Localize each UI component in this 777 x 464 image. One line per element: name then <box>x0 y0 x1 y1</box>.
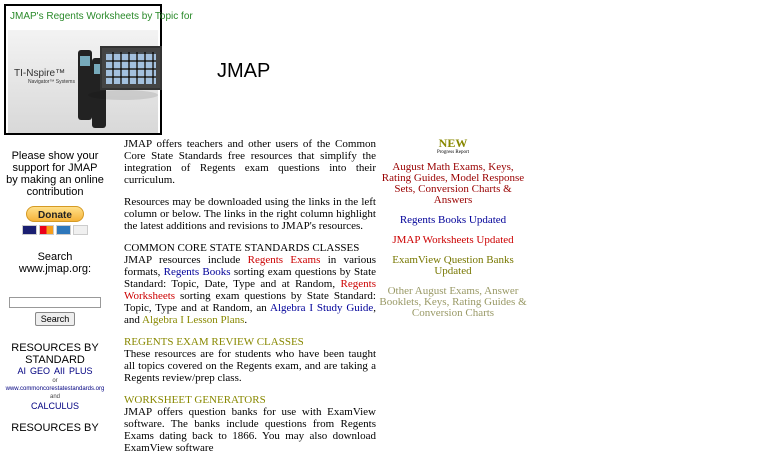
new-label: NEW <box>438 136 468 150</box>
discover-icon <box>73 225 88 235</box>
examview-banks-updated-link[interactable]: ExamView Question Banks Updated <box>392 254 514 277</box>
standard-links <box>0 366 110 377</box>
calculator-icon <box>78 50 92 120</box>
other-august-exams-link[interactable]: Other August Exams, Answer Booklets, Keys, Rating Guides & Conversion Charts <box>379 285 527 319</box>
algebra-lesson-plans-link[interactable]: Algebra I Lesson Plans <box>142 314 245 326</box>
site-title: JMAP <box>217 60 271 82</box>
link-aii[interactable]: AII <box>54 366 66 376</box>
amex-icon <box>56 225 71 235</box>
review-heading: REGENTS EXAM REVIEW CLASSES <box>124 336 304 348</box>
ti-nspire-logo: TI-Nspire™ Navigator™ Systems <box>14 68 75 85</box>
link-calculus[interactable]: CALCULUS <box>30 401 79 411</box>
resources-by-title: RESOURCES BY <box>11 422 99 434</box>
common-core-section: COMMON CORE STATE STANDARDS CLASSES JMAP resources include Regents Exams in various formats, Regents Books sorting exam questions by State Standard: Topic, Date, Type and at Random, Regents Worksheets sorting exam questions by State Standard: Topic, Type and at Random, an Algebra I Study Guide, and Algebra I Lesson Plans. <box>124 242 377 326</box>
download-paragraph: Resources may be downloaded using the links in the left column or below. The links in the right column highlight the latest additions and revisions to JMAP's resources. <box>124 196 376 232</box>
generators-section: WORKSHEET GENERATORS JMAP offers question banks for use with ExamView software. The banks include questions from Regents Exams dating back to 1866. You may also download ExamView software <box>124 394 376 454</box>
ad-title: JMAP's Regents Worksheets by Topic for <box>10 11 193 22</box>
support-text: Please show your support for JMAP by making an online contribution <box>6 150 104 198</box>
ad-image <box>8 30 158 133</box>
regents-worksheets-link[interactable]: Regents Worksheets <box>124 278 376 302</box>
and-label: and <box>49 394 60 400</box>
or-label: or <box>52 378 58 384</box>
link-geo[interactable]: GEO <box>29 366 50 376</box>
generators-heading: WORKSHEET GENERATORS <box>124 394 266 406</box>
review-section: REGENTS EXAM REVIEW CLASSES These resources are for students who have been taught all topics covered on the Regents exam, and are taking a Regents review/prep class. <box>124 336 376 384</box>
main-content <box>124 138 376 464</box>
donate-button[interactable]: Donate <box>26 206 84 222</box>
common-core-heading: COMMON CORE STATE STANDARDS CLASSES <box>124 242 360 254</box>
search-label: Search www.jmap.org: <box>18 251 92 275</box>
jmap-worksheets-updated-link[interactable]: JMAP Worksheets Updated <box>392 234 514 246</box>
ccss-link[interactable]: www.commoncorestatestandards.org <box>5 386 105 392</box>
august-math-exams-link[interactable]: August Math Exams, Keys, Rating Guides, Model Response Sets, Conversion Charts & Answers <box>381 161 525 206</box>
mastercard-icon <box>39 225 54 235</box>
link-plus[interactable]: PLUS <box>69 366 93 376</box>
ti-nspire-ad-banner[interactable] <box>4 4 193 135</box>
algebra-study-guide-link[interactable]: Algebra I Study Guide <box>270 302 374 314</box>
resources-by-standard-title: RESOURCES BY STANDARD <box>11 342 99 366</box>
regents-exams-link[interactable]: Regents Exams <box>247 254 321 266</box>
intro-paragraph: JMAP offers teachers and other users of the Common Core State Standards free resources that simplify the integration of Regents exam questions into their curriculum. <box>124 138 376 186</box>
regents-books-updated-link[interactable]: Regents Books Updated <box>399 214 507 226</box>
payment-cards <box>13 225 97 235</box>
search-input[interactable] <box>9 297 101 308</box>
regents-books-link[interactable]: Regents Books <box>163 266 231 278</box>
visa-icon <box>22 225 37 235</box>
left-sidebar <box>0 150 110 434</box>
projector-screen-icon <box>100 46 162 90</box>
link-ai[interactable]: AI <box>17 366 26 376</box>
right-sidebar <box>378 138 528 328</box>
search-button[interactable]: Search <box>35 312 76 326</box>
progress-report-label: Progress Report <box>436 150 470 155</box>
